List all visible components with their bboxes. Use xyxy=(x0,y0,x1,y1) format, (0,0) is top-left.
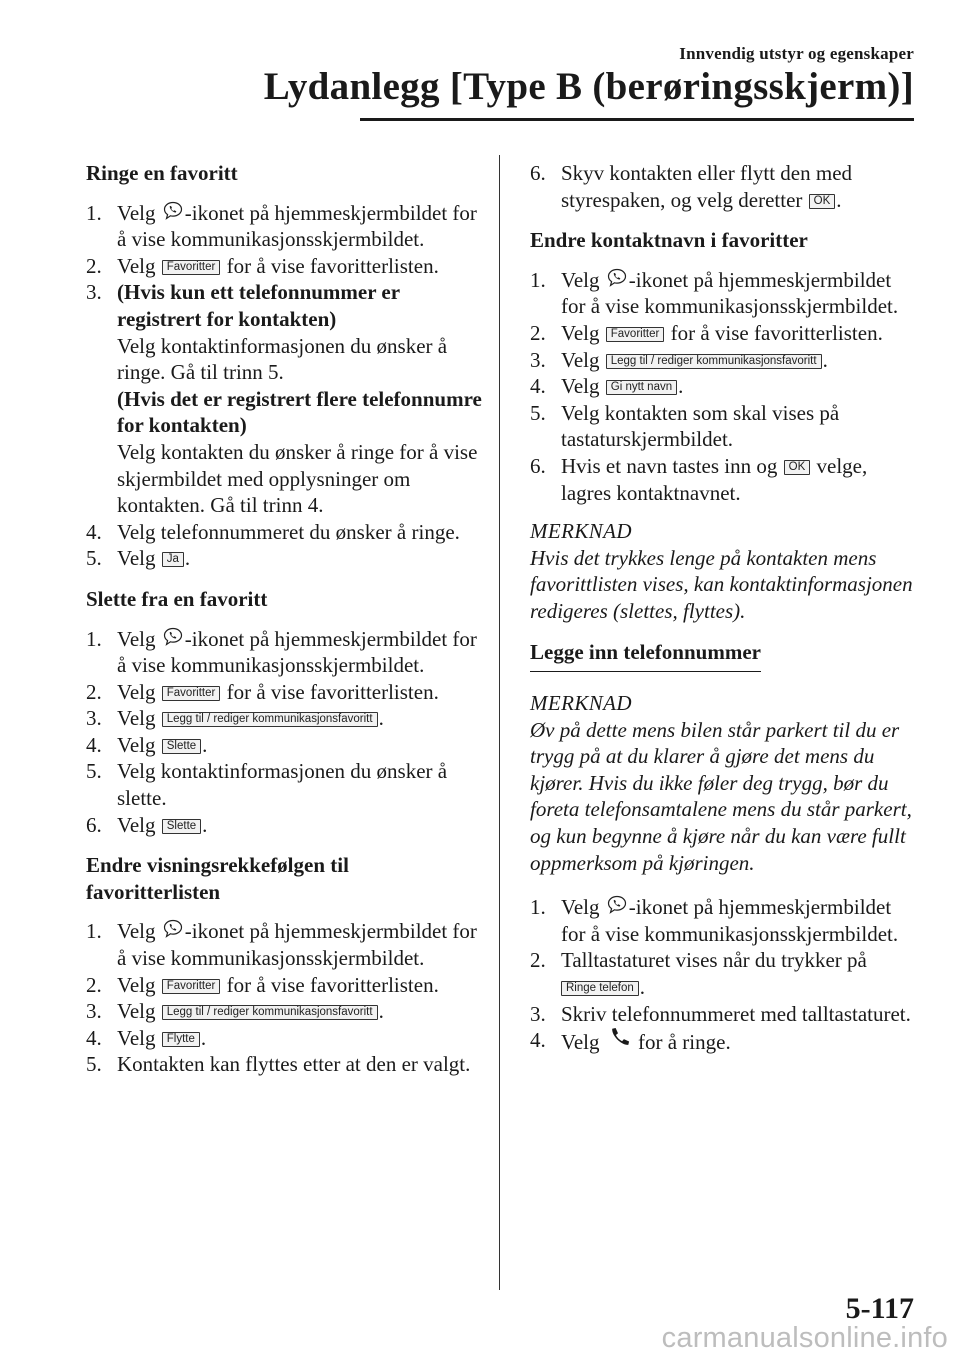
flytte-button[interactable]: Flytte xyxy=(162,1032,200,1047)
step-text: . xyxy=(639,975,646,1000)
phone-speech-bubble-icon xyxy=(606,894,628,916)
step-number: 6. xyxy=(530,453,546,478)
step-text: Velg telefonnummeret du ønsker å ringe. xyxy=(117,519,460,544)
step-text: . xyxy=(378,999,384,1024)
left-column xyxy=(86,160,484,1078)
step-text: for å vise favoritterlisten. xyxy=(670,320,883,345)
heading-endre-rekkefolge: Endre visningsrekkefølgen til favoritterlisten xyxy=(86,853,349,904)
note-text: Hvis det trykkes lenge på kontakten mens favorittlisten vises, kan kontaktinformasjonen redigeres (slettes, flyttes). xyxy=(530,545,913,623)
list-item xyxy=(530,373,920,400)
step-text: Skyv kontakten eller flytt den med styrespaken, og velg deretter xyxy=(561,161,853,212)
list-item xyxy=(86,519,484,546)
step-text: -ikonet på hjemmeskjermbildet for å vise kommunikasjonsskjermbildet. xyxy=(561,895,899,946)
step-text: . xyxy=(822,347,828,372)
step-number: 1. xyxy=(86,919,102,944)
header-rule xyxy=(360,118,914,121)
heading-ringe-favoritt: Ringe en favoritt xyxy=(86,161,238,185)
ok-button[interactable]: OK xyxy=(784,460,811,475)
note-text: Øv på dette mens bilen står parkert til du er trygg på at du klarer å gjøre det mens du kjører. Hvis du ikke føler deg trygg, bør du foreta telefonsamtalene mens du står parkert, og kun begynne å kjøre når du kan være fullt oppmerksom på kjøringen. xyxy=(530,717,912,875)
list-item xyxy=(86,679,484,706)
step-number: 1. xyxy=(86,626,102,651)
list-item xyxy=(530,160,920,213)
step-number: 6. xyxy=(86,812,102,837)
ringe-telefon-button[interactable]: Ringe telefon xyxy=(561,981,639,996)
favoritter-button[interactable]: Favoritter xyxy=(162,686,221,701)
page-title: Lydanlegg [Type B (berøringsskjerm)] xyxy=(263,65,914,108)
phone-speech-bubble-icon xyxy=(162,200,184,222)
condition-text: (Hvis det er registrert flere telefonnumre for kontakten) xyxy=(117,386,482,438)
steps-ringe-favoritt-continued xyxy=(530,160,920,213)
step-text: Velg xyxy=(117,919,156,944)
step-text: Velg xyxy=(117,679,156,704)
right-column xyxy=(530,160,920,1056)
page-number: 5-117 xyxy=(845,1292,914,1325)
step-text: Velg xyxy=(117,972,156,997)
list-item xyxy=(530,347,920,374)
step-text: Velg xyxy=(117,706,156,731)
step-number: 5. xyxy=(86,1052,102,1077)
favoritter-button[interactable]: Favoritter xyxy=(162,260,221,275)
step-text: Velg xyxy=(561,267,600,292)
watermark: carmanualsonline.info xyxy=(661,1322,948,1354)
step-text: Velg xyxy=(561,374,600,399)
section-heading: Legge inn telefonnummer xyxy=(530,639,761,673)
step-number: 5. xyxy=(86,759,102,784)
phone-speech-bubble-icon xyxy=(606,267,628,289)
list-item xyxy=(530,320,920,347)
list-item xyxy=(86,998,484,1025)
header-section: Innvendig utstyr og egenskaper xyxy=(679,44,914,63)
phone-handset-icon xyxy=(606,1027,632,1051)
step-number: 5. xyxy=(86,546,102,571)
step-number: 5. xyxy=(530,400,546,425)
step-text: Hvis et navn tastes inn og xyxy=(561,453,778,478)
step-number: 6. xyxy=(530,161,546,185)
note-title: MERKNAD xyxy=(530,519,632,544)
steps-legge-inn-nummer xyxy=(530,894,920,1056)
slette-button[interactable]: Slette xyxy=(162,739,201,754)
list-item xyxy=(530,267,920,320)
step-number: 2. xyxy=(86,679,102,704)
step-text: Velg kontaktinformasjonen du ønsker å slette. xyxy=(117,759,448,811)
step-number: 2. xyxy=(530,320,546,345)
step-text: for å vise favoritterlisten. xyxy=(226,679,439,704)
step-number: 1. xyxy=(530,895,546,920)
step-text: Velg xyxy=(561,320,600,345)
list-item xyxy=(86,918,484,971)
step-text: Kontakten kan flyttes etter at den er valgt. xyxy=(117,1052,471,1077)
step-text: Velg xyxy=(117,626,156,651)
steps-slette-favoritt xyxy=(86,626,484,839)
list-item xyxy=(530,400,920,453)
step-number: 3. xyxy=(86,706,102,731)
list-item xyxy=(530,947,920,1000)
legg-til-rediger-button[interactable]: Legg til / rediger kommunikasjonsfavoritt xyxy=(606,354,822,369)
step-text: Velg xyxy=(561,1030,600,1055)
step-text: . xyxy=(184,546,191,571)
step-number: 4. xyxy=(530,1028,546,1053)
heading-slette-favoritt: Slette fra en favoritt xyxy=(86,586,268,611)
step-number: 4. xyxy=(86,1025,102,1050)
list-item xyxy=(86,732,484,759)
ok-button[interactable]: OK xyxy=(809,194,836,209)
step-text: for å vise favoritterlisten. xyxy=(226,972,439,997)
note-title: MERKNAD xyxy=(530,691,632,716)
list-item xyxy=(86,1025,484,1052)
step-text: Velg kontaktinformasjonen du ønsker å ringe. Gå til trinn 5. xyxy=(117,333,448,385)
steps-endre-kontaktnavn xyxy=(530,267,920,506)
legg-til-rediger-button[interactable]: Legg til / rediger kommunikasjonsfavoritt xyxy=(162,1005,378,1020)
step-number: 1. xyxy=(530,267,546,292)
step-text: Velg kontakten du ønsker å ringe for å vise skjermbildet med opplysninger om kontakten. Gå til trinn 4. xyxy=(117,439,478,518)
slette-button[interactable]: Slette xyxy=(162,819,201,834)
step-text: . xyxy=(836,187,842,212)
step-number: 2. xyxy=(86,972,102,997)
step-text: Velg kontakten som skal vises på tastaturskjermbildet. xyxy=(561,400,840,452)
list-item xyxy=(86,1051,484,1078)
heading-endre-kontaktnavn: Endre kontaktnavn i favoritter xyxy=(530,228,808,253)
list-item xyxy=(86,758,484,811)
step-text: Velg xyxy=(117,732,156,757)
step-text: for å ringe. xyxy=(638,1030,731,1055)
list-item xyxy=(86,545,484,572)
step-text: . xyxy=(378,706,384,731)
step-text: . xyxy=(678,374,684,399)
condition-text: (Hvis kun ett telefonnummer er registrert for kontakten) xyxy=(117,280,400,331)
step-text: -ikonet på hjemmeskjermbildet for å vise kommunikasjonsskjermbildet. xyxy=(117,626,477,678)
step-number: 4. xyxy=(530,374,546,399)
step-text: -ikonet på hjemmeskjermbildet for å vise kommunikasjonsskjermbildet. xyxy=(117,919,477,971)
step-text: Velg xyxy=(117,546,156,571)
phone-speech-bubble-icon xyxy=(162,626,184,648)
step-text: Talltastaturet vises når du trykker på xyxy=(561,948,867,973)
steps-endre-rekkefolge xyxy=(86,918,484,1078)
list-item xyxy=(530,1027,920,1056)
ja-button[interactable]: Ja xyxy=(162,552,184,567)
step-number: 1. xyxy=(86,200,102,225)
step-text: Velg xyxy=(117,999,156,1024)
step-text: -ikonet på hjemmeskjermbildet for å vise kommunikasjonsskjermbildet. xyxy=(117,200,477,252)
step-text: Skriv telefonnummeret med talltastaturet. xyxy=(561,1001,911,1026)
favoritter-button[interactable]: Favoritter xyxy=(606,327,665,342)
step-text: Velg xyxy=(561,895,600,920)
step-text: -ikonet på hjemmeskjermbildet for å vise kommunikasjonsskjermbildet. xyxy=(561,267,899,319)
step-number: 3. xyxy=(86,280,102,305)
phone-speech-bubble-icon xyxy=(162,918,184,940)
step-number: 4. xyxy=(86,519,102,544)
gi-nytt-navn-button[interactable]: Gi nytt navn xyxy=(606,380,677,395)
favoritter-button[interactable]: Favoritter xyxy=(162,979,221,994)
list-item xyxy=(86,253,484,280)
list-item xyxy=(530,894,920,947)
step-text: velge, lagres kontaktnavnet. xyxy=(561,453,868,505)
step-number: 3. xyxy=(530,347,546,372)
list-item xyxy=(530,1001,920,1028)
list-item xyxy=(86,812,484,839)
step-text: Velg xyxy=(117,253,156,278)
step-number: 2. xyxy=(530,948,546,973)
list-item xyxy=(86,705,484,732)
step-text: . xyxy=(202,732,208,757)
step-number: 3. xyxy=(530,1001,546,1026)
list-item xyxy=(86,972,484,999)
list-item xyxy=(86,200,484,253)
step-text: Velg xyxy=(561,347,600,372)
steps-ringe-favoritt xyxy=(86,200,484,572)
step-text: Velg xyxy=(117,200,156,225)
step-number: 4. xyxy=(86,732,102,757)
list-item xyxy=(86,626,484,679)
step-text: . xyxy=(200,1025,207,1050)
step-text: Velg xyxy=(117,1025,156,1050)
step-number: 3. xyxy=(86,999,102,1024)
legg-til-rediger-button[interactable]: Legg til / rediger kommunikasjonsfavoritt xyxy=(162,712,378,727)
list-item xyxy=(86,279,484,518)
column-divider xyxy=(499,155,500,1290)
step-text: Velg xyxy=(117,812,156,837)
step-text: . xyxy=(202,812,208,837)
step-text: for å vise favoritterlisten. xyxy=(226,253,439,278)
list-item xyxy=(530,453,920,506)
step-number: 2. xyxy=(86,253,102,278)
